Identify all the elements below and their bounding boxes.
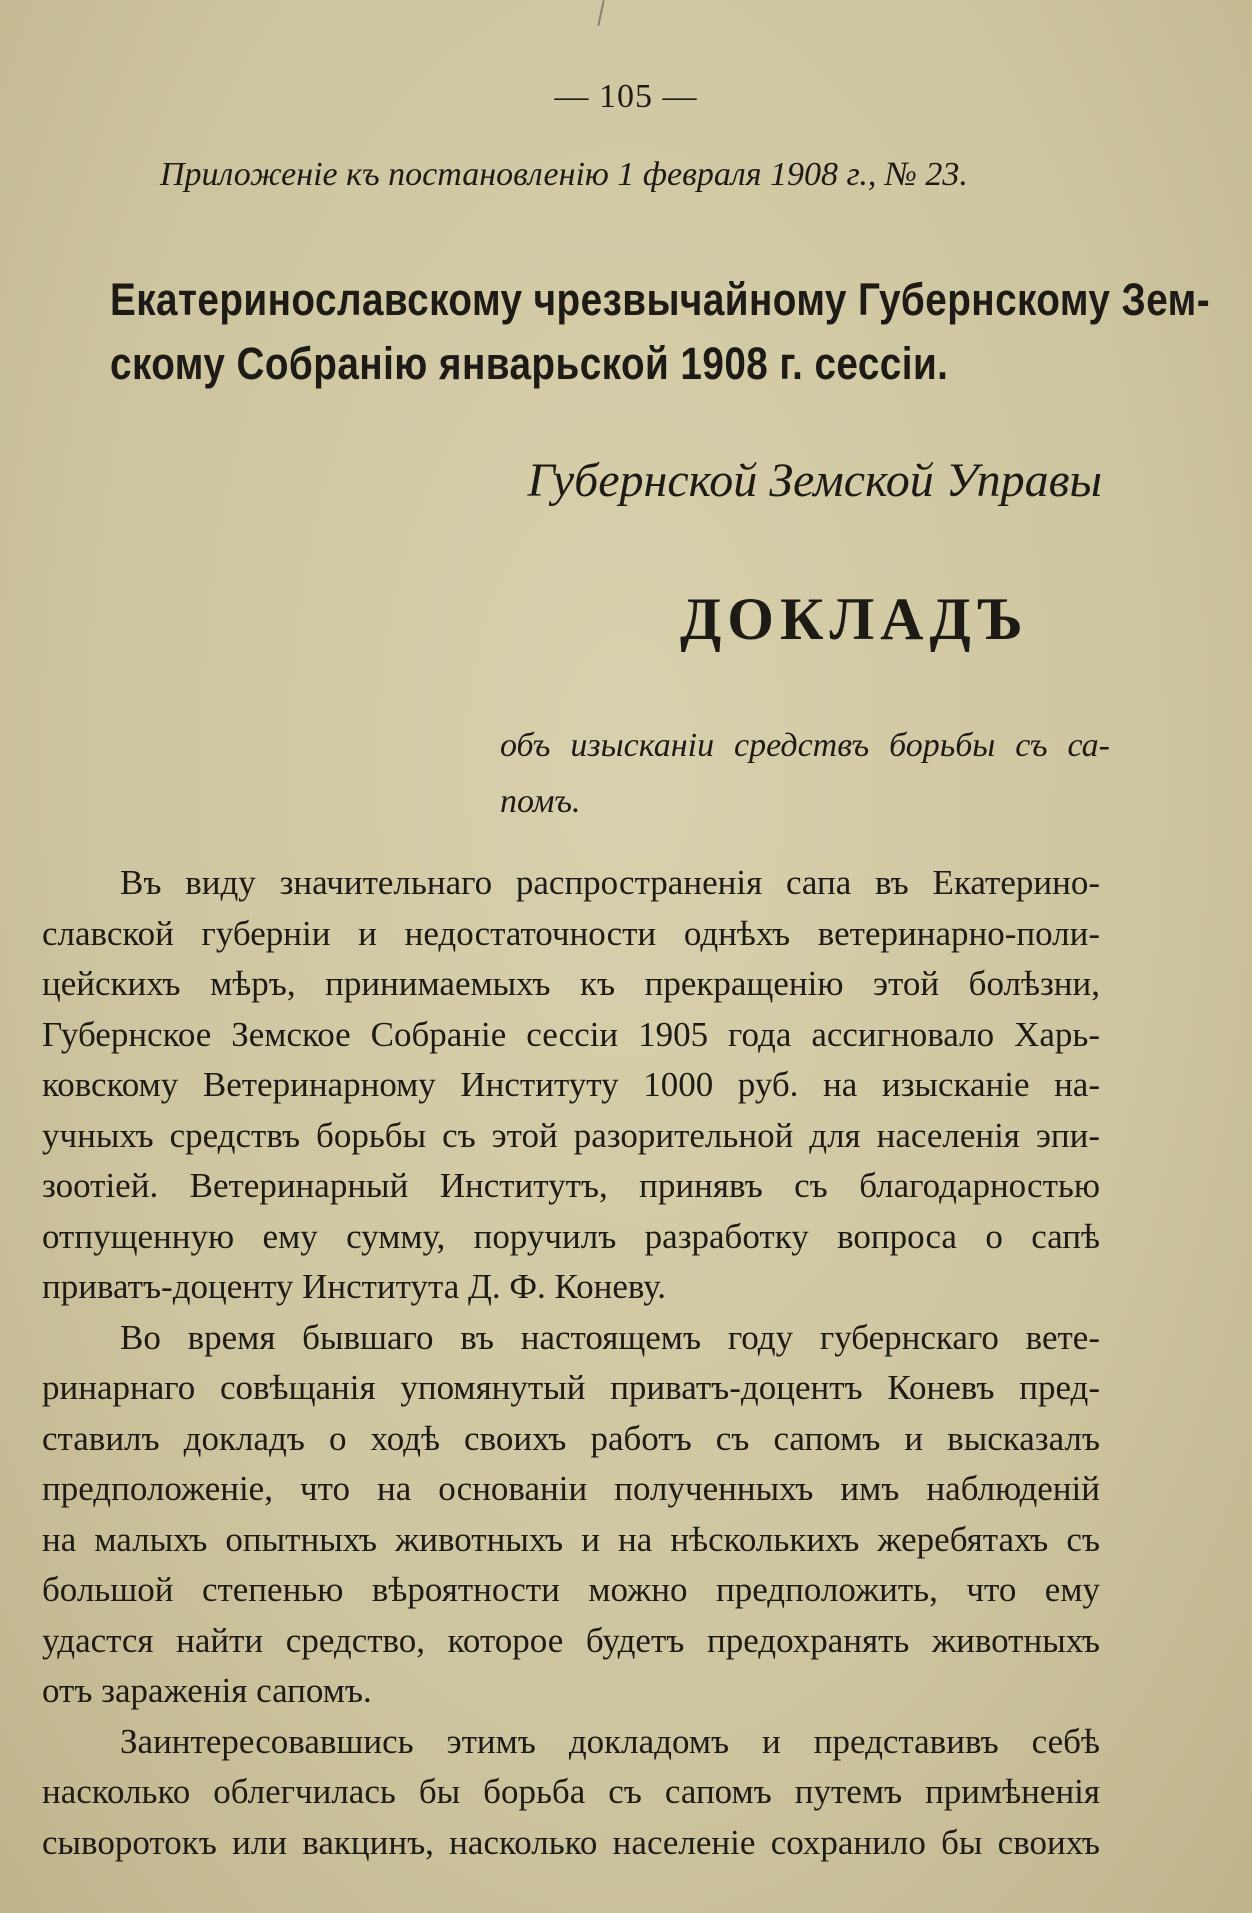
body-line: цейскихъ мѣръ, принимаемыхъ къ прекращенію этой болѣзни, — [42, 964, 1100, 1003]
paragraph-3 — [42, 1717, 1100, 1869]
page-number: — 105 — — [554, 78, 698, 115]
body-line: удастся найти средство, которое будетъ предохранять животныхъ — [42, 1620, 1100, 1660]
body-line: Заинтересовавшись этимъ докладомъ и представивъ себѣ — [120, 1721, 1100, 1761]
subject-line: объ изысканіи средствъ борьбы съ са- — [500, 727, 1110, 764]
issuing-authority: Губернской Земской Управы — [527, 454, 1102, 507]
body-line: ставилъ докладъ о ходѣ своихъ работъ съ сапомъ и высказалъ — [42, 1418, 1100, 1458]
body-line: большой степенью вѣроятности можно предположить, что ему — [42, 1570, 1100, 1609]
heading-line: Екатеринославскому чрезвычайному Губернскому Зем- — [110, 274, 1211, 325]
body-line: отпущенную ему сумму, поручилъ разработку вопроса о сапѣ — [42, 1216, 1100, 1256]
body-line: Во время бывшаго въ настоящемъ году губернскаго вете- — [120, 1317, 1100, 1357]
body-line: предположеніе, что на основаніи полученныхъ имъ наблюденій — [42, 1469, 1100, 1508]
body-line: сыворотокъ или вакцинъ, насколько населеніе сохранило бы своихъ — [42, 1822, 1100, 1862]
heading-line: скому Собранію январьской 1908 г. сессіи. — [110, 338, 949, 389]
body-line: зоотіей. Ветеринарный Институтъ, принявъ съ благодарностью — [42, 1166, 1100, 1205]
pencil-mark — [597, 0, 604, 26]
document-body — [42, 858, 1100, 1868]
body-line: ринарнаго совѣщанія упомянутый приватъ-доцентъ Коневъ пред- — [42, 1368, 1100, 1407]
body-line: Губернское Земское Собраніе сессіи 1905 года ассигновало Харь- — [42, 1014, 1100, 1054]
body-line: ковскому Ветеринарному Институту 1000 руб. на изысканіе на- — [42, 1065, 1100, 1104]
document-subject — [500, 718, 1110, 830]
subject-line: помъ. — [500, 783, 581, 820]
document-heading — [110, 268, 1211, 396]
body-line: приватъ-доценту Института Д. Ф. Коневу. — [42, 1267, 666, 1306]
paragraph-2 — [42, 1313, 1100, 1717]
paragraph-1 — [42, 858, 1100, 1313]
body-line: на малыхъ опытныхъ животныхъ и на нѣсколькихъ жеребятахъ съ — [42, 1519, 1100, 1559]
body-line: Въ виду значительнаго распространенія сапа въ Екатерино- — [120, 863, 1100, 902]
body-line: отъ зараженія сапомъ. — [42, 1671, 372, 1710]
body-line: славской губерніи и недостаточности однѣхъ ветеринарно-поли- — [42, 913, 1100, 953]
document-title: ДОКЛАДЪ — [680, 586, 1029, 652]
body-line: учныхъ средствъ борьбы съ этой разорительной для населенія эпи- — [42, 1115, 1100, 1155]
body-line: насколько облегчилась бы борьба съ сапомъ путемъ примѣненія — [42, 1772, 1100, 1811]
appendix-reference: Приложеніе къ постановленію 1 февраля 1908 г., № 23. — [160, 156, 968, 193]
